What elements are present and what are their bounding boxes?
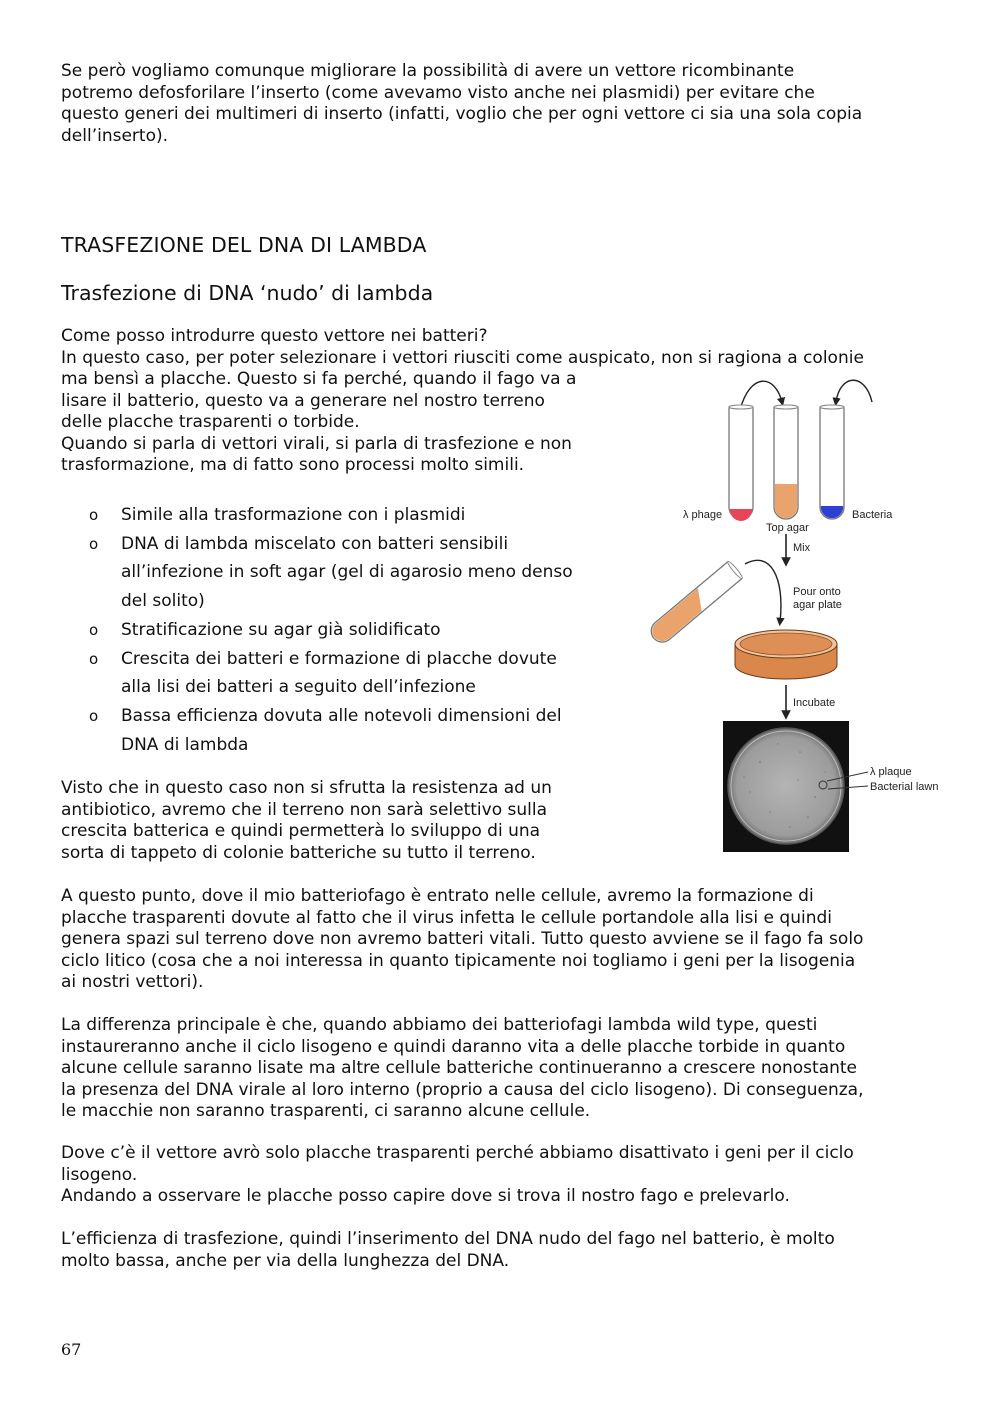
- text-line: la presenza del DNA virale al loro interno (proprio a causa del ciclo lisogeno). Di conseguenza,: [61, 1079, 864, 1100]
- bullet-marker: o: [89, 506, 99, 524]
- text-line: molto bassa, anche per via della lunghezza del DNA.: [61, 1250, 510, 1271]
- bullet-marker: o: [89, 649, 99, 668]
- text-line: placche trasparenti dovute al fatto che il virus infetta le cellule portandole alla lisi e quindi: [61, 907, 832, 928]
- text-line: Stratificazione su agar già solidificato: [121, 619, 441, 640]
- text-line: antibiotico, avremo che il terreno non sarà selettivo sulla: [61, 799, 548, 820]
- text-line: dell’inserto).: [61, 125, 169, 146]
- label-top-agar: Top agar: [766, 522, 809, 534]
- text-line: DNA di lambda miscelato con batteri sensibili: [121, 533, 509, 554]
- text-line: ciclo litico (cosa che a noi interessa in quanto tipicamente noi togliamo i geni per la lisogenia: [61, 950, 856, 971]
- top-agar-liquid: [775, 484, 797, 518]
- tilted-tube: [647, 560, 744, 646]
- bullet-list: [61, 501, 621, 759]
- bullet-marker: o: [89, 534, 99, 553]
- text-line: instaureranno anche il ciclo lisogeno e quindi daranno vita a delle placche torbide in quanto: [61, 1036, 846, 1057]
- paragraph-efficiency: [61, 1229, 941, 1272]
- text-line: Se però vogliamo comunque migliorare la possibilità di avere un vettore ricombinante: [61, 61, 795, 81]
- text-line: Bassa efficienza dovuta alle notevoli dimensioni del: [121, 705, 562, 726]
- bullet-marker: o: [89, 620, 99, 639]
- phage-liquid: [730, 509, 752, 520]
- text-line: Crescita dei batteri e formazione di placche dovute: [121, 648, 557, 669]
- page-number: 67: [61, 1340, 82, 1359]
- text-line: Dove c’è il vettore avrò solo placche trasparenti perché abbiamo disattivato i geni per il ciclo: [61, 1143, 854, 1163]
- label-phage: λ phage: [683, 509, 723, 521]
- label-incubate: Incubate: [793, 697, 836, 709]
- section-heading: TRASFEZIONE DEL DNA DI LAMBDA: [61, 233, 427, 257]
- list-item: [61, 702, 621, 759]
- label-plaque: λ plaque: [870, 766, 912, 778]
- text-line: In questo caso, per poter selezionare i vettori riusciti come auspicato, non si ragiona a colonie: [61, 347, 864, 368]
- text-line: L’efficienza di trasfezione, quindi l’inserimento del DNA nudo del fago nel batterio, è molto: [61, 1229, 835, 1249]
- plaque-plate-photo: [723, 721, 849, 852]
- label-bacteria: Bacteria: [852, 509, 893, 521]
- transfer-arrow: [836, 380, 872, 402]
- list-item: [61, 616, 621, 645]
- label-mix: Mix: [793, 542, 811, 554]
- text-line: lisare il batterio, questo va a generare nel nostro terreno: [61, 390, 545, 411]
- text-line: sorta di tappeto di colonie batteriche su tutto il terreno.: [61, 842, 536, 863]
- text-line: lisogeno.: [61, 1164, 138, 1185]
- text-line: del solito): [121, 591, 205, 612]
- text-line: crescita batterica e quindi permetterà lo sviluppo di una: [61, 821, 541, 841]
- transfection-diagram: [640, 372, 960, 862]
- text-line: le macchie non saranno trasparenti, ci saranno alcune cellule.: [61, 1101, 591, 1121]
- text-line: delle placche trasparenti o torbide.: [61, 412, 360, 432]
- pour-arrow: [745, 560, 781, 622]
- text-line: ma bensì a placche. Questo si fa perché, quando il fago va a: [61, 369, 577, 389]
- text-line: Come posso introdurre questo vettore nei batteri?: [61, 326, 488, 346]
- list-item: [61, 645, 621, 702]
- paragraph-wild-type: [61, 1015, 941, 1123]
- text-line: alla lisi dei batteri a seguito dell’infezione: [121, 677, 476, 698]
- text-line: Andando a osservare le placche posso capire dove si trova il nostro fago e prelevarlo.: [61, 1186, 790, 1206]
- label-lawn: Bacterial lawn: [870, 781, 939, 793]
- text-line: genera spazi sul terreno dove non avremo batteri vitali. Tutto questo avviene se il fago fa solo: [61, 929, 864, 949]
- text-line: potremo defosforilare l’inserto (come avevamo visto anche nei plasmidi) per evitare che: [61, 82, 815, 103]
- text-line: La differenza principale è che, quando abbiamo dei batteriofagi lambda wild type, questi: [61, 1015, 818, 1035]
- phage-tube: [729, 405, 753, 521]
- label-pour-1: Pour onto: [793, 586, 841, 598]
- bullet-marker: o: [89, 706, 99, 725]
- top-agar-tube: [774, 405, 798, 519]
- text-line: ai nostri vettori).: [61, 972, 204, 992]
- text-line: questo generi dei multimeri di inserto (infatti, voglio che per ogni vettore ci sia una sola copia: [61, 104, 863, 124]
- paragraph-vector-plaques: [61, 1143, 941, 1208]
- text-line: Visto che in questo caso non si sfrutta la resistenza ad un: [61, 778, 552, 798]
- text-line: Simile alla trasformazione con i plasmidi: [121, 505, 466, 525]
- text-line: DNA di lambda: [121, 734, 249, 755]
- list-item: [61, 501, 621, 530]
- intro-paragraph: [61, 61, 941, 147]
- subsection-heading: Trasfezione di DNA ‘nudo’ di lambda: [61, 281, 434, 305]
- label-pour-2: agar plate: [793, 599, 842, 611]
- text-line: Quando si parla di vettori virali, si parla di trasfezione e non: [61, 433, 572, 454]
- bacteria-tube: [820, 405, 844, 519]
- text-line: trasformazione, ma di fatto sono processi molto simili.: [61, 455, 525, 475]
- list-item: [61, 530, 621, 616]
- text-line: alcune cellule saranno lisate ma altre cellule batteriche continueranno a crescere nonostante: [61, 1058, 858, 1078]
- paragraph-plaques: [61, 886, 941, 994]
- agar-plate: [735, 630, 837, 679]
- text-line: all’infezione in soft agar (gel di agarosio meno denso: [121, 562, 573, 583]
- text-line: A questo punto, dove il mio batteriofago è entrato nelle cellule, avremo la formazione di: [61, 886, 814, 906]
